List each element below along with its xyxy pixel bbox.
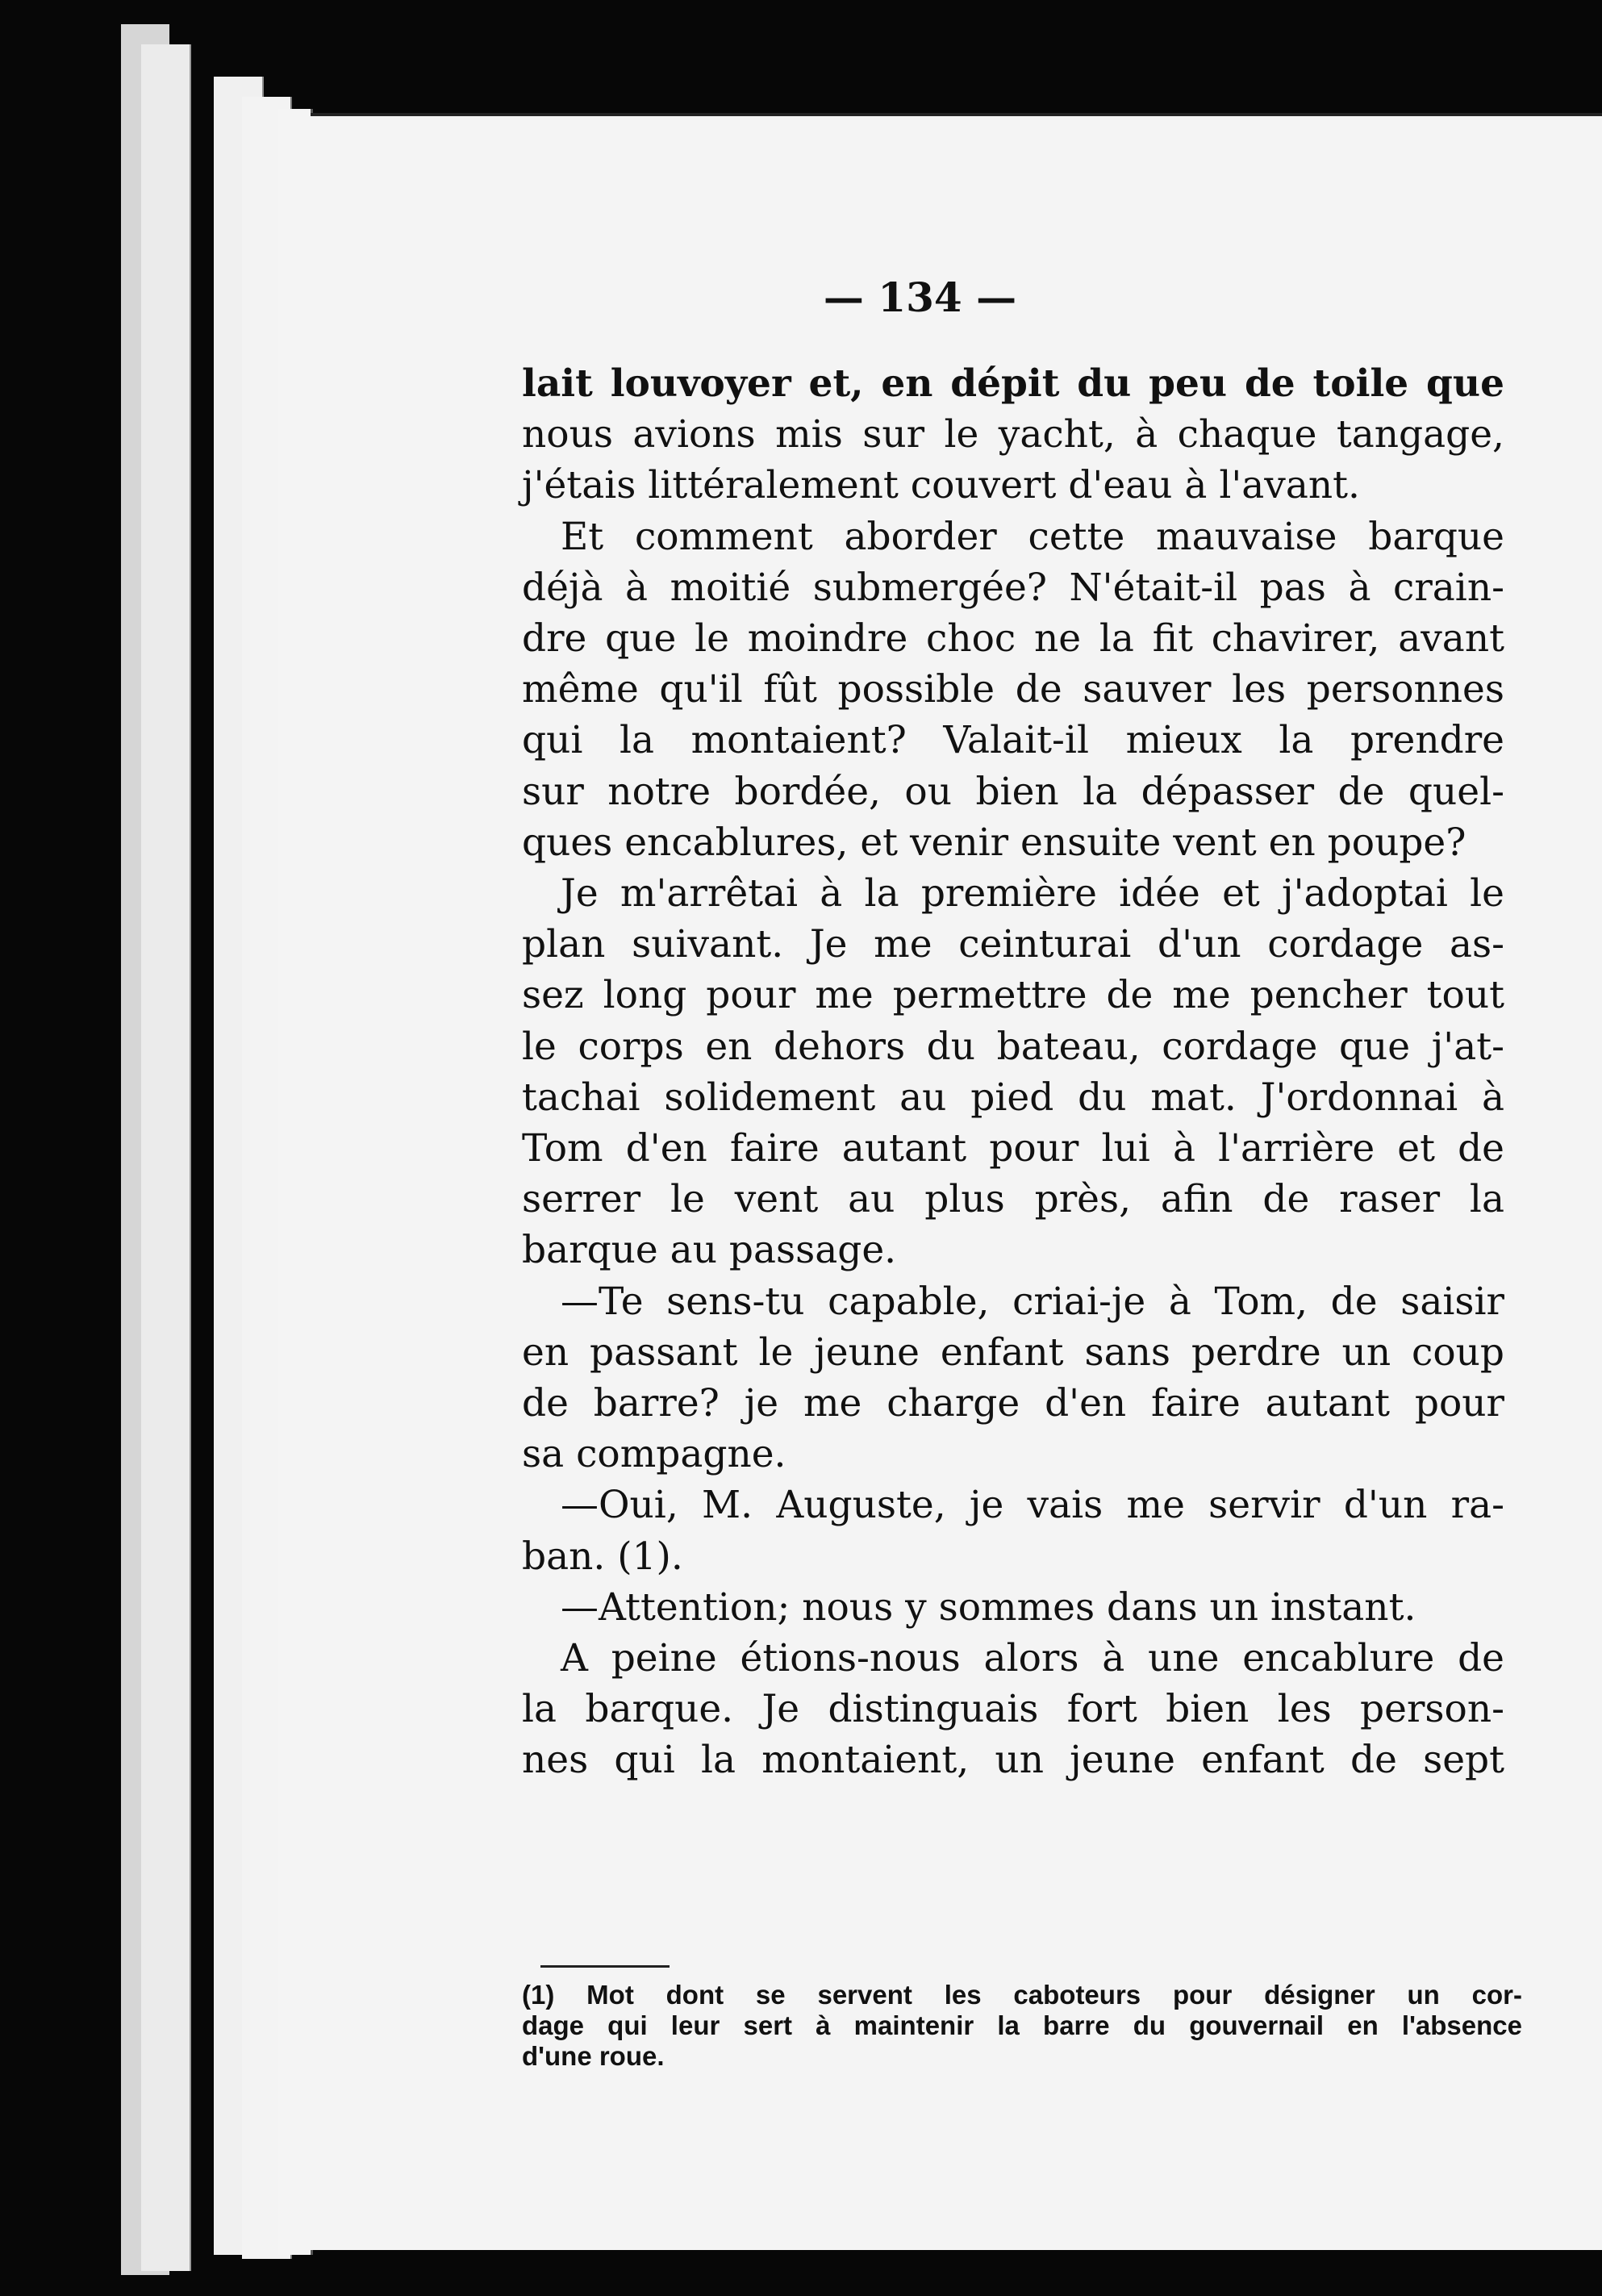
page-edge xyxy=(278,109,313,2255)
text-line: qui la montaient? Valait-il mieux la prendre xyxy=(522,718,1504,763)
text-line: ban. (1). xyxy=(522,1534,683,1579)
text-line: j'étais littéralement couvert d'eau à l'avant. xyxy=(522,463,1360,508)
text-line: barque au passage. xyxy=(522,1228,897,1273)
text-line: sur notre bordée, ou bien la dépasser de quel- xyxy=(522,769,1504,814)
text-line: la barque. Je distinguais fort bien les person- xyxy=(522,1687,1504,1732)
text-line: A peine étions-nous alors à une encablure de xyxy=(561,1636,1504,1681)
text-line: même qu'il fût possible de sauver les personnes xyxy=(522,667,1504,712)
text-line: déjà à moitié submergée? N'était-il pas à crain- xyxy=(522,565,1504,610)
text-line: Tom d'en faire autant pour lui à l'arrière et de xyxy=(522,1126,1504,1171)
text-line: sez long pour me permettre de me pencher tout xyxy=(522,973,1504,1018)
text-line: —Attention; nous y sommes dans un instant. xyxy=(561,1584,1416,1630)
text-line: ques encablures, et venir ensuite vent en poupe? xyxy=(522,820,1466,865)
text-line: en passant le jeune enfant sans perdre un coup xyxy=(522,1330,1504,1375)
footnote-line: d'une roue. xyxy=(522,2041,665,2071)
text-line: plan suivant. Je me ceinturai d'un cordage as- xyxy=(522,922,1504,967)
footnote-line: (1) Mot dont se servent les caboteurs pour désigner un cor- xyxy=(522,1980,1522,2010)
text-line: de barre? je me charge d'en faire autant pour xyxy=(522,1381,1504,1426)
text-line: Et comment aborder cette mauvaise barque xyxy=(561,514,1504,559)
text-line: dre que le moindre choc ne la fit chavirer, avant xyxy=(522,616,1504,662)
page-edge xyxy=(141,44,191,2271)
book-page xyxy=(311,113,1602,2250)
text-line: —Oui, M. Auguste, je vais me servir d'un ra- xyxy=(561,1483,1504,1528)
text-line: sa compagne. xyxy=(522,1432,786,1477)
text-line: —Te sens-tu capable, criai-je à Tom, de saisir xyxy=(561,1279,1504,1324)
body-text xyxy=(522,358,1504,1786)
text-line: serrer le vent au plus près, afin de raser la xyxy=(522,1177,1504,1222)
footnote-rule xyxy=(540,1965,670,1968)
footnote-line: dage qui leur sert à maintenir la barre du gouvernail en l'absence xyxy=(522,2010,1522,2040)
page-number: — 134 — xyxy=(823,273,1017,321)
text-line: tachai solidement au pied du mat. J'ordonnai à xyxy=(522,1075,1504,1120)
text-line: nes qui la montaient, un jeune enfant de sept xyxy=(522,1738,1504,1783)
text-line: Je m'arrêtai à la première idée et j'adoptai le xyxy=(561,871,1504,916)
text-line: nous avions mis sur le yacht, à chaque tangage, xyxy=(522,412,1504,457)
footnote xyxy=(522,1980,1522,2072)
text-line: le corps en dehors du bateau, cordage que j'at- xyxy=(522,1024,1504,1069)
text-line: lait louvoyer et, en dépit du peu de toile que xyxy=(522,361,1504,406)
